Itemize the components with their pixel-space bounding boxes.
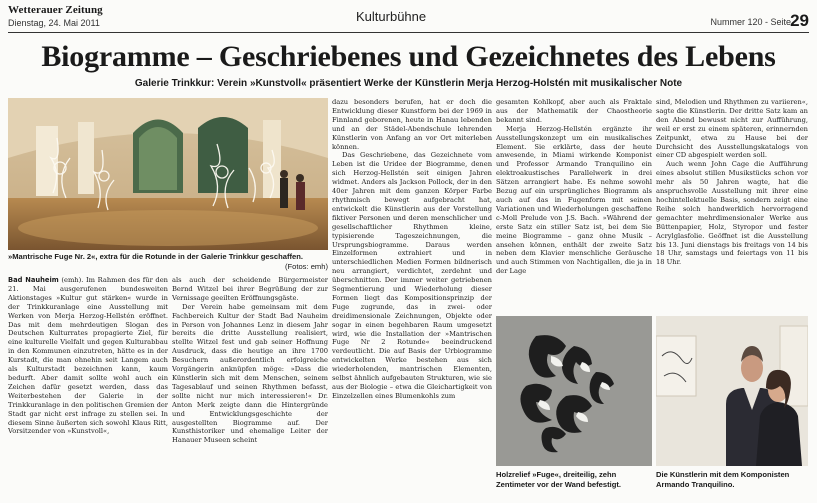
issue-date: Dienstag, 24. Mai 2011: [8, 18, 100, 28]
wood-relief-image: [496, 316, 652, 466]
artist-composer-photo: [656, 316, 808, 466]
column4-paragraph: gesamten Kohlkopf, aber auch als Fraktale aus der Mathematik der Chaostheorie bekannt sind.: [496, 98, 652, 124]
page-number: 29: [790, 11, 809, 30]
wood-relief-photo: [496, 316, 652, 466]
header-rule: [8, 32, 809, 33]
article-subheadline: Galerie Trinkkur: Verein »Kunstvoll« präsentiert Werke der Künstlerin Merja Herzog-Holstén mit musikalischer Note: [134, 78, 683, 89]
photo1-caption-text: »Mantrische Fuge Nr. 2«, extra für die Rotunde in der Galerie Trinkkur geschaffen.: [8, 252, 303, 261]
photo3-caption: Die Künstlerin mit dem Komponisten Armando Tranquilino.: [656, 470, 790, 489]
article-column-2: [172, 276, 328, 500]
article-column-1: [8, 276, 168, 500]
column4-paragraph: Merja Herzog-Hellstén ergänzte ihr Ausstellungskonzept um ein musikalisches Element. Sie erklärte, dass der heute anwesende, in Miami wirkende Komponist und Professor Armando Tranquilino ein elektroakustisches Parallelwerk in drei Sätzen arrangiert habe. Es nehme sowohl Bezug auf ein ursprüngliches Biogramm als auch auf das in Fugenform mit seinen Variationen und Wiederholungen geschaffene c-Moll Prelude von J.S. Bach. »Während der erste Satz ein stiller Satz ist, bei dem Sie meine Biogramme – ganz ohne Musik – ansehen können, enthält der zweite Satz neben dem Klavier menschliche Geräusche und auch Stimmen von Nachtigallen, die ja in der Lage: [496, 124, 652, 276]
column3-paragraph: Das Geschriebene, das Gezeichnete vom Leben ist die Uridee der Biogramme, denen sich Herzog-Hellstén seit einigen Jahren widmet. Anders als Jackson Pollock, der in den 40er Jahren mit dem ganzen Körper Farbe rhythmisch bewegt aufgebracht hat, entwickelt die Künstlerin aus der Vorstellung fiktiver Personen und deren menschlicher und gesellschaftlicher Rhythmen kleine, typisierende Tageszeichnungen, die Ursprungsbiogramme. Daraus werden Einzelformen extrahiert und in unterschiedlichen Medien Formen bildnerisch neu arrangiert, verdichtet, zerdehnt und überschnitten. Der immer weiter getriebenen Segmentierung und Wiederholung dieser Formen liegt das Kompositionsprinzip der Fuge zugrunde, das in zwei- oder dreidimensionale Zeichnungen, Objekte oder sogar in einen begehbaren Raum umgesetzt wird, wie die Installation der »Mantrischen Fuge Nr 2 Rotunde« beeindruckend verdeutlicht. Die auf Basis der Urbiogramme entwickelten Werke bestehen aus sich wiederholenden, mantrischen Elementen, selbst ähnlich aufgebauten Strukturen, wie sie aus der Biologie – etwa die Gleichartigkeit von Einzelzellen eines Blumenkohls zum: [332, 151, 492, 400]
column5-paragraph: sind, Melodien und Rhythmen zu variieren«, sagte die Künstlerin. Der dritte Satz kam an den Abend bewusst nicht zur Aufführung, weil er erst zu einem späteren, erinnernden Zeitpunkt, etwa zu Hause bei der Durchsicht des Ausstellungskatalogs von einer CD abgespielt werden soll.: [656, 98, 808, 160]
dateline: Bad Nauheim: [8, 276, 59, 284]
gallery-installation-photo: [8, 98, 328, 250]
newspaper-name: Wetterauer Zeitung: [8, 4, 103, 16]
column5-paragraph: Auch wenn John Cage die Aufführung eines absolut stillen Musikstücks schon vor mehr als 50 Jahren wagte, hat die anspruchsvolle Ausstellung mit ihrer eine hochintellektuelle Basis, sondern zeigt eine Reihe solch handwerklich hervorragend gemachter mehrdimensionaler Werke aus Büttenpapier, Holz, Styropor und fester Acrylglasfolie. Geöffnet ist die Ausstellung bis 13. Juni dienstags bis freitags von 14 bis 18 Uhr, samstags und feiertags von 11 bis 18 Uhr.: [656, 160, 808, 267]
column3-paragraph: dazu besonders berufen, hat er doch die Entwicklung dieser Kunstform bei der 1969 in Finnland geborenen, heute in Hanau lebenden und an der Städel-Abendschule lehrenden Künstlerin von Anfang an vor Ort miterleben können.: [332, 98, 492, 151]
newspaper-header: [8, 2, 809, 32]
column1-paragraph: Bad Nauheim (emh). Im Rahmen des für den 21. Mai ausgerufenen bundesweiten Aktionstages »Kultur gut stärken« wurde in der Trinkkuranlage eine Ausstellung mit Werken von Merja Herzog-Hellstén eröffnet. Das mit dem mehrdeutigen Slogan des Deutschen Kulturrates propagierte Ziel, für eine kulturelle Vielfalt und gegen Kulturabbau in den Kommunen einzutreten, hätte es in der Kurstadt, die man ohnehin seit Langem auch als Kulturstadt bezeichnen kann, kaum bedurft. Aber damit sollte wohl auch ein Zeichen dafür gesetzt werden, dass das Weiterbestehen der Galerie in der Trinkkuranlage in den politischen Gremien der Stadt gar nicht erst infrage zu stellen sei. In diesem Sinne äußerten sich sowohl Klaus Ritt, Vorsitzender von »Kunstvoll«,: [8, 276, 168, 436]
article-headline: Biogramme – Geschriebenes und Gezeichnetes des Lebens: [41, 40, 776, 73]
article-column-5: [656, 98, 808, 312]
photo1-caption: [8, 252, 328, 272]
column2-paragraph: als auch der scheidende Bürgermeister Bernd Witzel bei ihrer Begrüßung der zur Vernissage geeilten Eröffnungsgäste.: [172, 276, 328, 302]
photo-credit: (Fotos: emh): [284, 262, 328, 271]
column2-paragraph: Der Verein habe gemeinsam mit dem Fachbereich Kultur der Stadt Bad Nauheim in Person von Johannes Lenz in diesem Jahr bereits die dritte Ausstellung realisiert, stellte Witzel fest und gab seiner Hoffnung Ausdruck, dass die heutige an ihre 1700 Besuchern außerordentlich erfolgreiche Vorgängerin anknüpfen möge: »Dass die Künstlerin sich mit dem Menschen, seinem Tagesablauf und seinen Rhythmen befasst, sollte nicht nur mich interessieren!« Dr. Anton Merk zeigte dann die Hintergründe und Entwicklungsgeschichte der ausgestellten Biogramme auf. Der Kunsthistoriker und ehemalige Leiter der Hanauer Museen scheint: [172, 302, 328, 445]
gallery-installation-image: [8, 98, 328, 250]
photo2-caption: Holzrelief »Fuge«, dreiteilig, zehn Zentimeter vor der Wand befestigt.: [496, 470, 622, 489]
issue-number: Nummer 120 - Seite: [710, 17, 791, 27]
section-title: Kulturbühne: [356, 9, 427, 24]
article-column-3: [332, 98, 492, 500]
artist-composer-image: [656, 316, 808, 466]
article-column-4: [496, 98, 652, 312]
